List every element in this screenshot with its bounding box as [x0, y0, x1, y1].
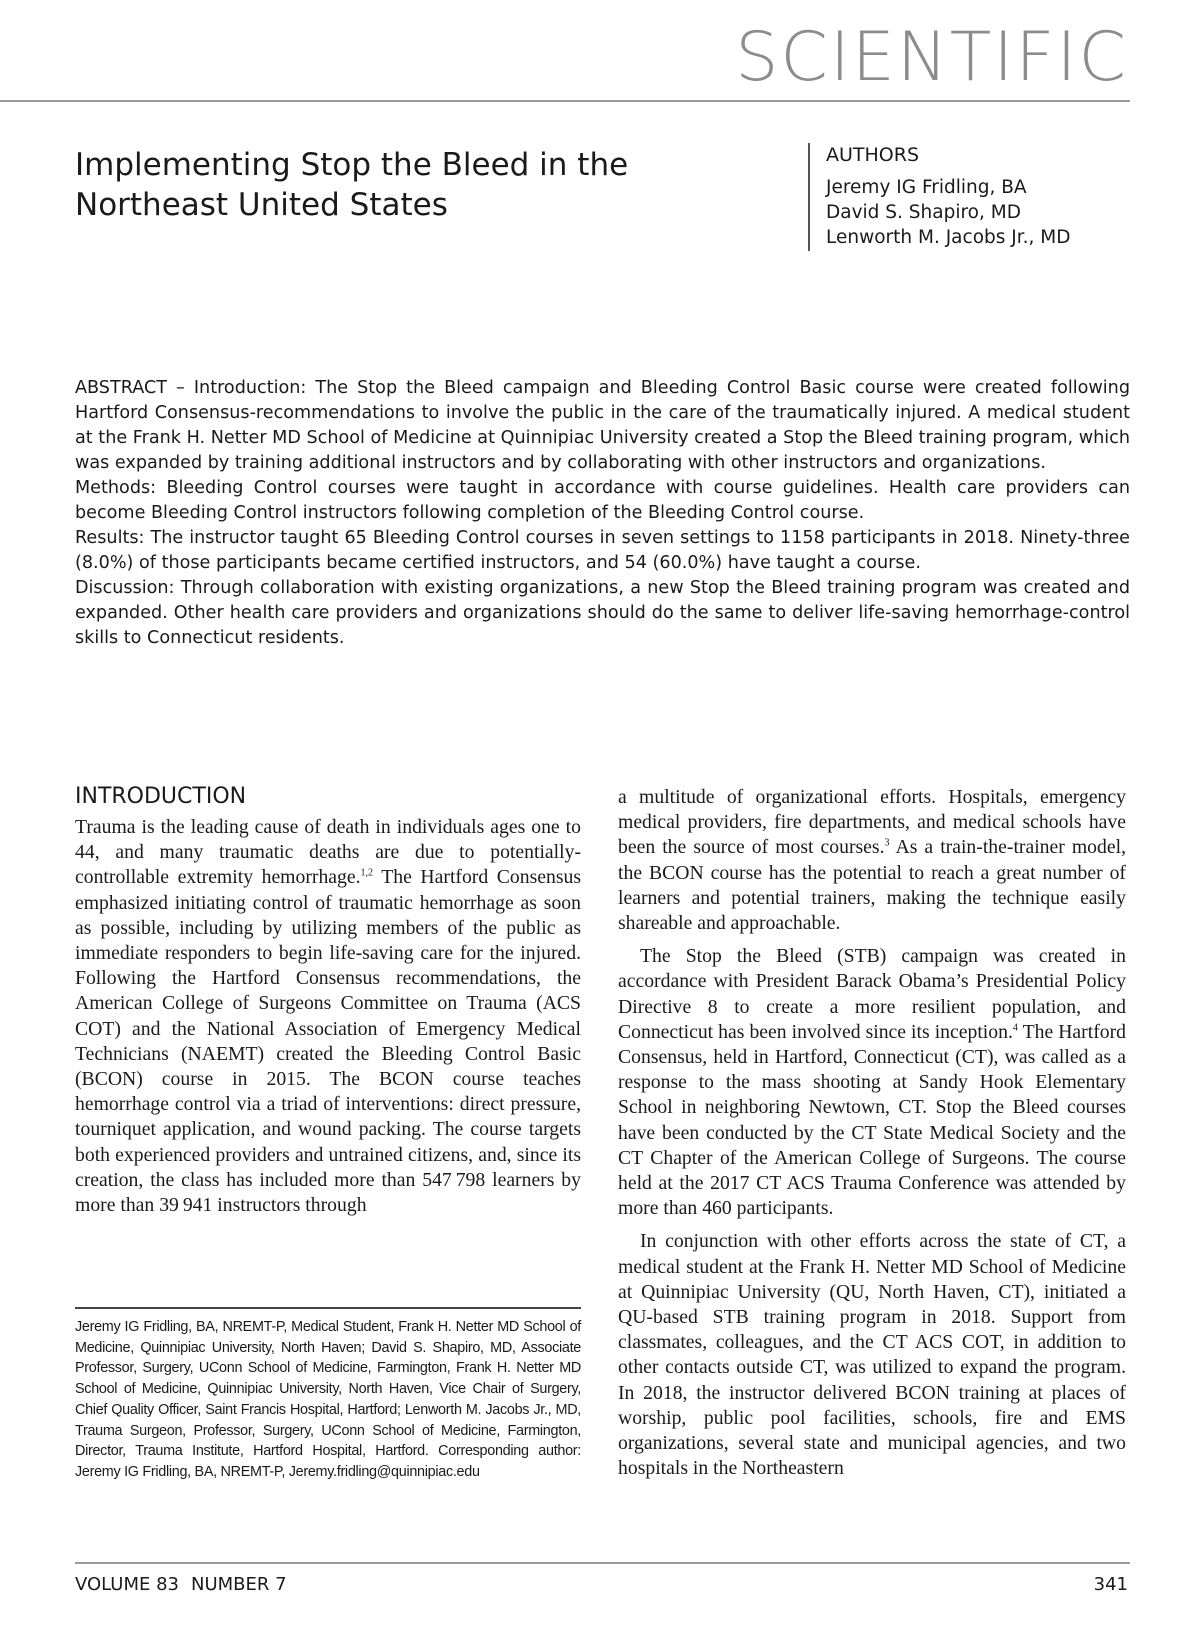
author-name: David S. Shapiro, MD: [826, 202, 1021, 223]
citation-ref: 4: [1012, 1022, 1018, 1034]
author-affiliations-footnote: Jeremy IG Fridling, BA, NREMT-P, Medical Student, Frank H. Netter MD School of Medicine, Quinnipiac University, North Haven; David S. Shapiro, MD, Associate Professor, Surgery, UConn School of Medicine, Farmington, Frank H. Netter MD School of Medicine, Quinnipiac University, North Haven, Vice Chair of Surgery, Chief Quality Officer, Saint Francis Hospital, Hartford; Lenworth M. Jacobs Jr., MD, Trauma Surgeon, Professor, Surgery, UConn School of Medicine, Farmington, Director, Trauma Institute, Hartford Hospital, Hartford. Corresponding author: Jeremy IG Fridling, BA, NREMT-P, Jeremy.fridling@quinnipiac.edu: [75, 1319, 581, 1480]
text-run: The Hartford Consensus emphasized initiating control of traumatic hemorrhage as soon as possible, including by utilizing members of the public as immediate responders to begin life-saving care for the injured. Following the Hartford Consensus recommendations, the American College of Surgeons Committee on Trauma (ACS COT) and the National Association of Emergency Medical Technicians (NAEMT) created the Bleeding Control Basic (BCON) course in 2015. The BCON course teaches hemorrhage control via a triad of interventions: direct pressure, tourniquet application, and wound packing. The course targets both experienced providers and untrained citizens, and, since its creation, the class has included more than 547 798 learners by more than 39 941 instructors through: [75, 866, 582, 1217]
introduction-paragraph-3: In conjunction with other efforts across the state of CT, a medical student at the Frank H. Netter MD School of Medicine at Quinnipiac University (QU, North Haven, CT), initiated a QU-based STB training program in 2018. Support from classmates, colleagues, and the CT ACS COT, in addition to other contacts outside CT, was utilized to expand the program. In 2018, the instructor delivered BCON training at places of worship, public pool facilities, schools, fire and EMS organizations, several state and municipal agencies, and two hospitals in the Northeastern: [618, 1230, 1126, 1480]
section-label: SCIENTIFIC: [735, 18, 1128, 97]
footnote-divider: [75, 1307, 581, 1309]
author-name: Jeremy IG Fridling, BA: [826, 177, 1027, 198]
article-title-line-1: Implementing Stop the Bleed in the: [75, 147, 629, 183]
author-name: Lenworth M. Jacobs Jr., MD: [826, 227, 1071, 248]
abstract-methods: Methods: Bleeding Control courses were taught in accordance with course guidelines. Health care providers can become Bleeding Control instructors following completion of the Bleeding Control course.: [75, 478, 1130, 523]
abstract-results: Results: The instructor taught 65 Bleeding Control courses in seven settings to 1158 participants in 2018. Ninety-three (8.0%) of those participants became certified instructors, and 54 (60.0%) have taught a course.: [75, 528, 1130, 573]
text-run: The Stop the Bleed (STB) campaign was created in accordance with President Barack Obama’s Presidential Policy Directive 8 to create a more resilient population, and Connecticut has been involved since its inception.: [618, 945, 1126, 1043]
right-column: [618, 785, 1126, 1481]
footer-divider: [75, 1562, 1130, 1564]
page-number: 341: [1093, 1574, 1128, 1595]
text-run: a multitude of organizational efforts. Hospitals, emergency medical providers, fire departments, and medical schools have been the source of most courses.: [618, 786, 1126, 859]
volume-label: VOLUME 83: [75, 1574, 180, 1595]
abstract-introduction: ABSTRACT – Introduction: The Stop the Bleed campaign and Bleeding Control Basic course were created following Hartford Consensus-recommendations to involve the public in the care of the traumatically injured. A medical student at the Frank H. Netter MD School of Medicine at Quinnipiac University created a Stop the Bleed training program, which was expanded by training additional instructors and by collaborating with other instructors and organizations.: [75, 378, 1130, 473]
authors-heading: AUTHORS: [826, 144, 920, 166]
citation-ref: 3: [884, 837, 890, 849]
text-run: As a train-the-trainer model, the BCON course has the potential to reach a great number of learners and potential trainers, making the technique easily shareable and approachable.: [618, 836, 1126, 935]
text-run: Trauma is the leading cause of death in individuals ages one to 44, and many traumatic deaths are due to potentially-controllable extremity hemorrhage.: [75, 816, 581, 889]
introduction-heading: INTRODUCTION: [75, 784, 247, 809]
text-run: The Hartford Consensus, held in Hartford, Connecticut (CT), was called as a response to the mass shooting at Sandy Hook Elementary School in neighboring Newtown, CT. Stop the Bleed courses have been conducted by the CT State Medical Society and the CT Chapter of the American College of Surgeons. The course held at the 2017 CT ACS Trauma Conference was attended by more than 460 participants.: [618, 1020, 1126, 1220]
header-divider: [0, 100, 1130, 102]
number-label: NUMBER 7: [191, 1574, 287, 1595]
abstract-discussion: Discussion: Through collaboration with existing organizations, a new Stop the Bleed training program was created and expanded. Other health care providers and organizations should do the same to deliver life-saving hemorrhage-control skills to Connecticut residents.: [75, 578, 1130, 648]
introduction-paragraph-1-continued: [618, 785, 1126, 936]
introduction-paragraph-2: [618, 944, 1126, 1221]
citation-ref: 1,2: [360, 867, 374, 879]
left-column: [75, 785, 581, 1218]
article-title: [75, 145, 675, 225]
authors-block: [808, 143, 1070, 251]
abstract: [75, 376, 1130, 651]
article-title-line-2: Northeast United States: [75, 187, 448, 223]
introduction-paragraph-1: [75, 815, 581, 1218]
journal-issue: [75, 1574, 299, 1595]
